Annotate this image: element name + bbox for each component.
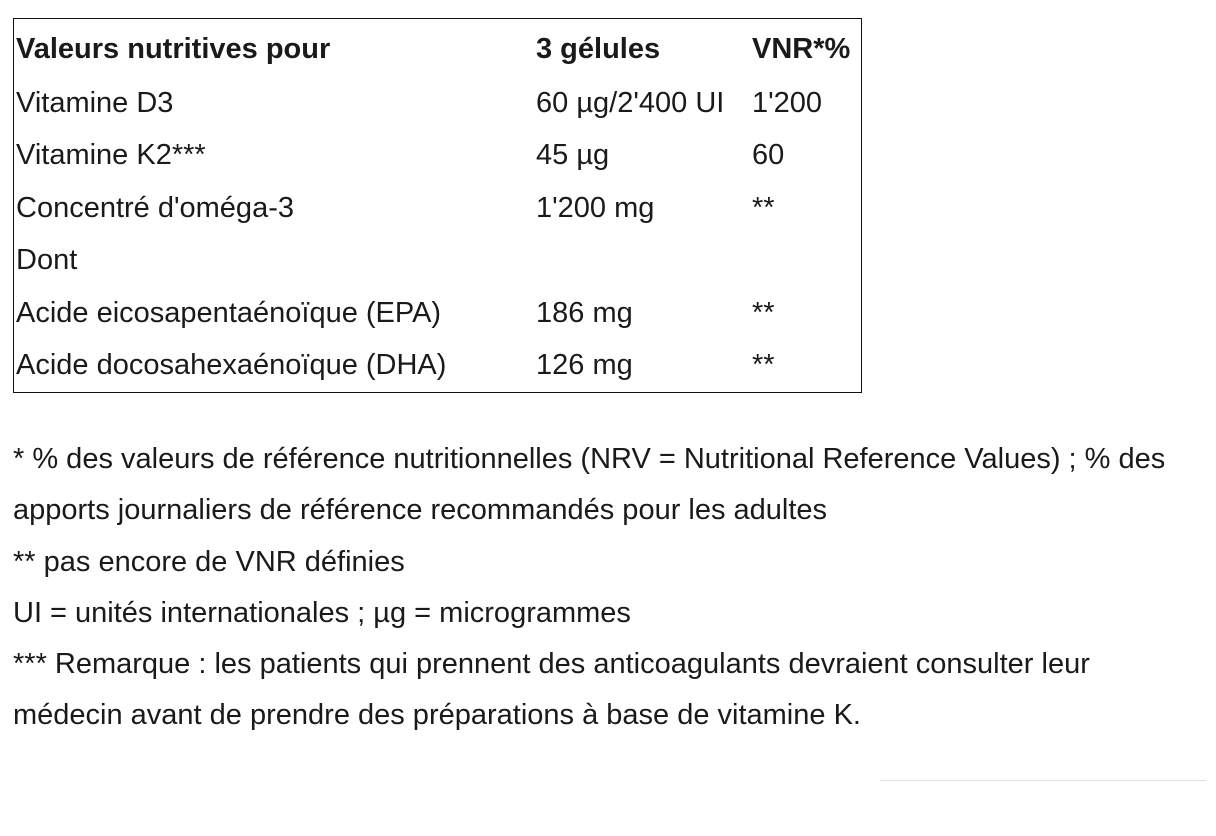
nutrient-name: Acide docosahexaénoïque (DHA): [16, 349, 447, 382]
table-row: [14, 235, 862, 288]
divider: [880, 780, 1206, 781]
nutrient-amount: 1'200 mg: [536, 191, 655, 224]
table-header-row: [14, 19, 862, 78]
nutrient-vnr: 60: [752, 139, 785, 172]
nutrient-vnr: **: [752, 349, 775, 382]
header-nutrient: Valeurs nutritives pour: [16, 32, 331, 65]
nutrient-name: Acide eicosapentaénoïque (EPA): [16, 296, 442, 329]
nutrient-vnr: **: [752, 296, 775, 329]
nutrient-name: Dont: [16, 244, 78, 277]
nutrient-name: Concentré d'oméga-3: [16, 191, 294, 224]
nutrient-vnr: 1'200: [752, 86, 823, 119]
table-row: [14, 130, 862, 183]
nutrient-vnr: [752, 235, 862, 288]
footnote-nrv: * % des valeurs de référence nutritionnelles (NRV = Nutritional Reference Values) ; % des apports journaliers de référence recommandés pour les adultes: [13, 443, 1166, 527]
nutrient-amount: [535, 235, 752, 288]
table-row: [14, 340, 862, 393]
table-row: [14, 182, 862, 235]
nutrient-amount: 186 mg: [536, 296, 633, 329]
footnote-no-nrv: ** pas encore de VNR définies: [13, 545, 405, 578]
footnote-units: UI = unités internationales ; µg = microgrammes: [13, 596, 631, 629]
nutrition-table: [13, 18, 862, 393]
table-row: [14, 287, 862, 340]
nutrient-amount: 126 mg: [536, 349, 633, 382]
nutrient-name: Vitamine D3: [16, 86, 174, 119]
table-row: [14, 77, 862, 130]
footnotes: [13, 434, 1203, 742]
footnote-remark: *** Remarque : les patients qui prennent des anticoagulants devraient consulter leur médecin avant de prendre des préparations à base de vitamine K.: [13, 648, 1090, 732]
nutrient-amount: 60 µg/2'400 UI: [536, 86, 725, 119]
nutrient-vnr: **: [752, 191, 775, 224]
nutrient-name: Vitamine K2***: [16, 139, 206, 172]
header-amount: 3 gélules: [536, 32, 661, 65]
nutrient-amount: 45 µg: [536, 139, 610, 172]
header-vnr: VNR*%: [752, 32, 851, 65]
